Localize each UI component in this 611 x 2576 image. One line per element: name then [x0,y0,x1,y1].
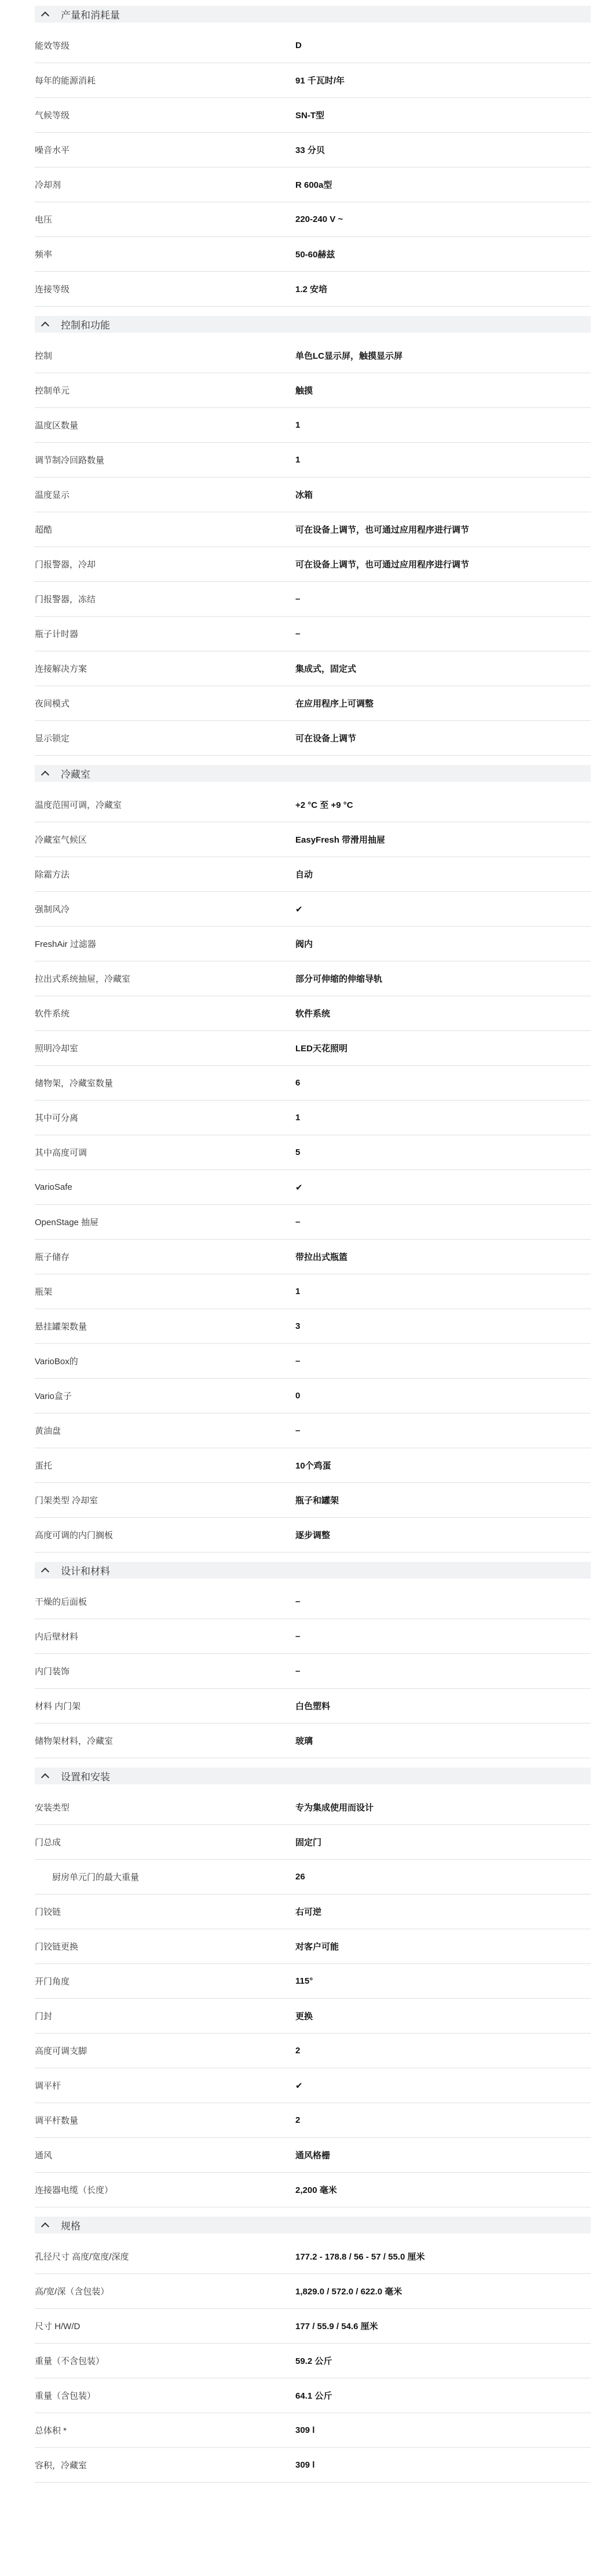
spec-value: 玻璃 [295,1736,313,1746]
spec-label: 冷却剂 [35,180,61,190]
spec-label: 显示锁定 [35,734,70,744]
spec-value: 集成式，固定式 [295,664,357,674]
spec-value: – [295,1631,301,1641]
section-title: 产量和消耗量 [61,10,120,21]
spec-value: 2 [295,2115,301,2125]
chevron-up-icon [41,1568,49,1576]
spec-row [35,1066,591,1101]
spec-label: 连接等级 [35,285,70,294]
spec-row [35,2344,591,2378]
spec-row [35,1894,591,1929]
spec-label: 温度区数量 [35,421,79,431]
spec-value: ✔ [295,1182,303,1193]
spec-label: 通风 [35,2151,53,2160]
spec-value: 115° [295,1976,313,1986]
spec-row [35,2448,591,2483]
spec-value: 白色塑料 [295,1701,331,1711]
spec-row [35,1619,591,1654]
spec-label: 调平杆 [35,2081,61,2091]
spec-label: 拉出式系统抽屉，冷藏室 [35,974,131,984]
spec-value: 33 分贝 [295,145,325,155]
spec-value: 1.2 安培 [295,285,328,294]
spec-value: 右可逆 [295,1907,322,1917]
spec-row [35,1483,591,1518]
spec-value: 91 千瓦时/年 [295,76,345,86]
spec-value: 专为集成使用而设计 [295,1803,374,1813]
spec-label: 冷藏室气候区 [35,835,87,845]
section-title: 设置和安装 [61,1772,110,1783]
section-title: 规格 [61,2221,81,2232]
spec-label: 材料 内门架 [35,1701,81,1711]
spec-label: 控制 [35,351,53,361]
chevron-up-icon [41,322,49,330]
section-header-toggle[interactable] [35,6,591,23]
spec-row [35,857,591,892]
spec-label: 控制单元 [35,386,70,396]
spec-value: 1 [295,1113,301,1123]
spec-value: 6 [295,1078,301,1088]
spec-value: LED天花照明 [295,1044,348,1054]
spec-value: 在应用程序上可调整 [295,699,374,709]
spec-row [35,961,591,996]
spec-row [35,1654,591,1689]
spec-label: 开门角度 [35,1977,70,1987]
chevron-up-icon [41,12,49,20]
spec-row [35,2309,591,2344]
spec-value: 触摸 [295,386,313,396]
spec-label: 门报警器，冷却 [35,560,96,570]
spec-row [35,2413,591,2448]
spec-label: 能效等级 [35,41,70,51]
spec-label: 门封 [35,2012,53,2021]
section-header-toggle[interactable] [35,316,591,333]
spec-label: 储物架，冷藏室数量 [35,1079,114,1088]
section-header-toggle[interactable] [35,765,591,782]
spec-section [35,2217,591,2483]
spec-value: 2 [295,2046,301,2056]
spec-value: – [295,1426,301,1435]
spec-row [35,686,591,721]
spec-value: 1 [295,1287,301,1296]
spec-row [35,28,591,63]
spec-label: 其中可分离 [35,1113,79,1123]
spec-label: 调节制冷回路数量 [35,456,105,465]
spec-label: VarioSafe [35,1182,72,1192]
spec-label: 蛋托 [35,1461,53,1471]
spec-value: 309 l [295,2460,315,2470]
spec-row [35,1448,591,1483]
spec-row [35,1724,591,1758]
spec-row [35,202,591,237]
spec-row [35,1860,591,1894]
spec-label: 安装类型 [35,1803,70,1813]
spec-value: 26 [295,1872,305,1882]
section-title: 控制和功能 [61,320,110,331]
spec-value: 瓶子和罐架 [295,1496,339,1506]
spec-value: 通风格栅 [295,2151,331,2160]
spec-row [35,1205,591,1240]
spec-label: 连接解决方案 [35,664,87,674]
spec-label: VarioBox的 [35,1357,78,1367]
spec-row [35,2034,591,2068]
chevron-up-icon [41,771,49,779]
spec-row [35,478,591,512]
spec-value: 64.1 公斤 [295,2391,332,2401]
spec-row [35,2068,591,2103]
spec-value: 单色LC显示屏，触摸显示屏 [295,351,403,361]
spec-value: – [295,1356,301,1366]
spec-value: 3 [295,1321,301,1331]
spec-label: 调平杆数量 [35,2116,79,2126]
spec-section [35,6,591,307]
spec-row [35,1135,591,1170]
spec-row [35,98,591,133]
spec-label: 内门装饰 [35,1667,70,1677]
spec-row [35,1240,591,1274]
spec-label: 夜间模式 [35,699,70,709]
spec-label: 软件系统 [35,1009,70,1019]
spec-row [35,2274,591,2309]
spec-value: 阀内 [295,939,313,949]
spec-row [35,2378,591,2413]
spec-label: 门报警器，冻结 [35,595,96,604]
spec-label: FreshAir 过滤器 [35,939,96,949]
spec-value: 177.2 - 178.8 / 56 - 57 / 55.0 厘米 [295,2252,425,2262]
spec-row [35,373,591,408]
spec-value: +2 °C 至 +9 °C [295,800,353,810]
spec-value: 带拉出式瓶篮 [295,1252,348,1262]
spec-label: 噪音水平 [35,145,70,155]
spec-label: 高/宽/深（含包装） [35,2287,109,2297]
spec-value: 固定门 [295,1838,322,1848]
spec-value: 50-60赫兹 [295,250,335,260]
spec-label: 除霜方法 [35,870,70,880]
spec-value: 5 [295,1147,301,1157]
spec-row [35,272,591,307]
spec-value: 1,829.0 / 572.0 / 622.0 毫米 [295,2287,403,2297]
spec-label: 容积，冷藏室 [35,2461,87,2471]
spec-row [35,2103,591,2138]
spec-label: 瓶子计时器 [35,629,79,639]
spec-row [35,167,591,202]
spec-row [35,927,591,961]
spec-label: 尺寸 H/W/D [35,2322,81,2331]
spec-label: 总体积 * [35,2426,67,2436]
spec-value: – [295,1597,301,1606]
spec-value: R 600a型 [295,180,332,190]
spec-value: 0 [295,1391,301,1401]
spec-row [35,651,591,686]
spec-label: 门铰链更换 [35,1942,79,1952]
spec-label: 门架类型 冷却室 [35,1496,98,1506]
spec-value: 更换 [295,2012,313,2021]
spec-value: EasyFresh 带滑用抽屉 [295,835,386,845]
spec-row [35,1689,591,1724]
spec-value: ✔ [295,904,303,914]
spec-row [35,822,591,857]
spec-value: 1 [295,420,301,430]
spec-row [35,2173,591,2207]
spec-row [35,582,591,617]
spec-label: 其中高度可调 [35,1148,87,1158]
spec-row [35,1309,591,1344]
spec-value: 自动 [295,870,313,880]
spec-label: 照明冷却室 [35,1044,79,1054]
spec-label: 连接器电缆（长度） [35,2185,114,2195]
spec-label: 气候等级 [35,111,70,121]
spec-section [35,316,591,756]
spec-label: 干燥的后面板 [35,1597,87,1607]
spec-row [35,63,591,98]
spec-value: 可在设备上调节，也可通过应用程序进行调节 [295,525,470,535]
section-title: 冷藏室 [61,769,90,780]
spec-label: 黄油盘 [35,1426,61,1436]
spec-label: 悬挂罐架数量 [35,1322,87,1332]
spec-value: – [295,629,301,639]
spec-row [35,1031,591,1066]
spec-row [35,1964,591,1999]
spec-value: 可在设备上调节 [295,734,357,744]
spec-row [35,2239,591,2274]
spec-label: 超酷 [35,525,53,535]
spec-label: 高度可调支脚 [35,2046,87,2056]
spec-row [35,721,591,756]
spec-row [35,133,591,167]
spec-row [35,1929,591,1964]
spec-section [35,1562,591,1758]
spec-label: 电压 [35,215,53,225]
spec-value: 309 l [295,2425,315,2435]
spec-row [35,1101,591,1135]
spec-value: D [295,41,302,50]
spec-label: 重量（含包装） [35,2391,96,2401]
spec-value: 软件系统 [295,1009,331,1019]
spec-label: 门总成 [35,1838,61,1848]
spec-value: 冰箱 [295,490,313,500]
spec-row [35,237,591,272]
section-header-toggle[interactable] [35,1768,591,1784]
spec-row [35,617,591,651]
spec-row [35,788,591,822]
spec-section [35,1768,591,2207]
spec-label: 温度显示 [35,490,70,500]
spec-section [35,765,591,1553]
spec-row [35,1518,591,1553]
spec-row [35,2138,591,2173]
spec-row [35,338,591,373]
spec-label: 孔径尺寸 高度/宽度/深度 [35,2252,129,2262]
spec-value: 可在设备上调节，也可通过应用程序进行调节 [295,560,470,570]
spec-row [35,408,591,443]
spec-label: 每年的能源消耗 [35,76,96,86]
spec-value: – [295,1666,301,1676]
spec-value: 59.2 公斤 [295,2356,332,2366]
spec-row [35,1825,591,1860]
spec-row [35,1790,591,1825]
spec-label: OpenStage 抽屉 [35,1218,99,1227]
spec-value: – [295,594,301,604]
spec-value: 177 / 55.9 / 54.6 厘米 [295,2322,378,2331]
spec-value: – [295,1217,301,1227]
spec-label: 高度可调的内门搁板 [35,1531,114,1540]
chevron-up-icon [41,1773,49,1781]
spec-label: 强制风冷 [35,905,70,914]
spec-label: 门铰链 [35,1907,61,1917]
spec-label: 储物架材料，冷藏室 [35,1736,114,1746]
spec-row [35,547,591,582]
spec-row [35,892,591,927]
section-title: 设计和材料 [61,1566,110,1577]
spec-value: ✔ [295,2081,303,2091]
spec-row [35,512,591,547]
spec-row [35,1584,591,1619]
spec-value: 逐步调整 [295,1531,331,1540]
spec-value: 对客户可能 [295,1942,339,1952]
spec-value: SN-T型 [295,111,324,121]
spec-value: 220-240 V ~ [295,214,343,224]
spec-row [35,1274,591,1309]
spec-row [35,996,591,1031]
chevron-up-icon [41,2222,49,2231]
spec-label: 瓶子储存 [35,1252,70,1262]
spec-label: 内后壁材料 [35,1632,79,1642]
spec-label: 瓶架 [35,1287,53,1297]
spec-value: 1 [295,455,301,465]
spec-value: 部分可伸缩的伸缩导轨 [295,974,383,984]
spec-label: 温度范围可调，冷藏室 [35,800,122,810]
spec-value: 10个鸡蛋 [295,1461,331,1471]
spec-row [35,1379,591,1413]
spec-row [35,1170,591,1205]
spec-row [35,443,591,478]
spec-row [35,1999,591,2034]
spec-label: 厨房单元门的最大重量 [52,1872,140,1882]
spec-label: 频率 [35,250,53,260]
spec-row [35,1344,591,1379]
spec-value: 2,200 毫米 [295,2185,337,2195]
spec-label: 重量（不含包装） [35,2356,105,2366]
spec-row [35,1413,591,1448]
spec-label: Vario盒子 [35,1391,72,1401]
section-header-toggle[interactable] [35,2217,591,2233]
section-header-toggle[interactable] [35,1562,591,1579]
